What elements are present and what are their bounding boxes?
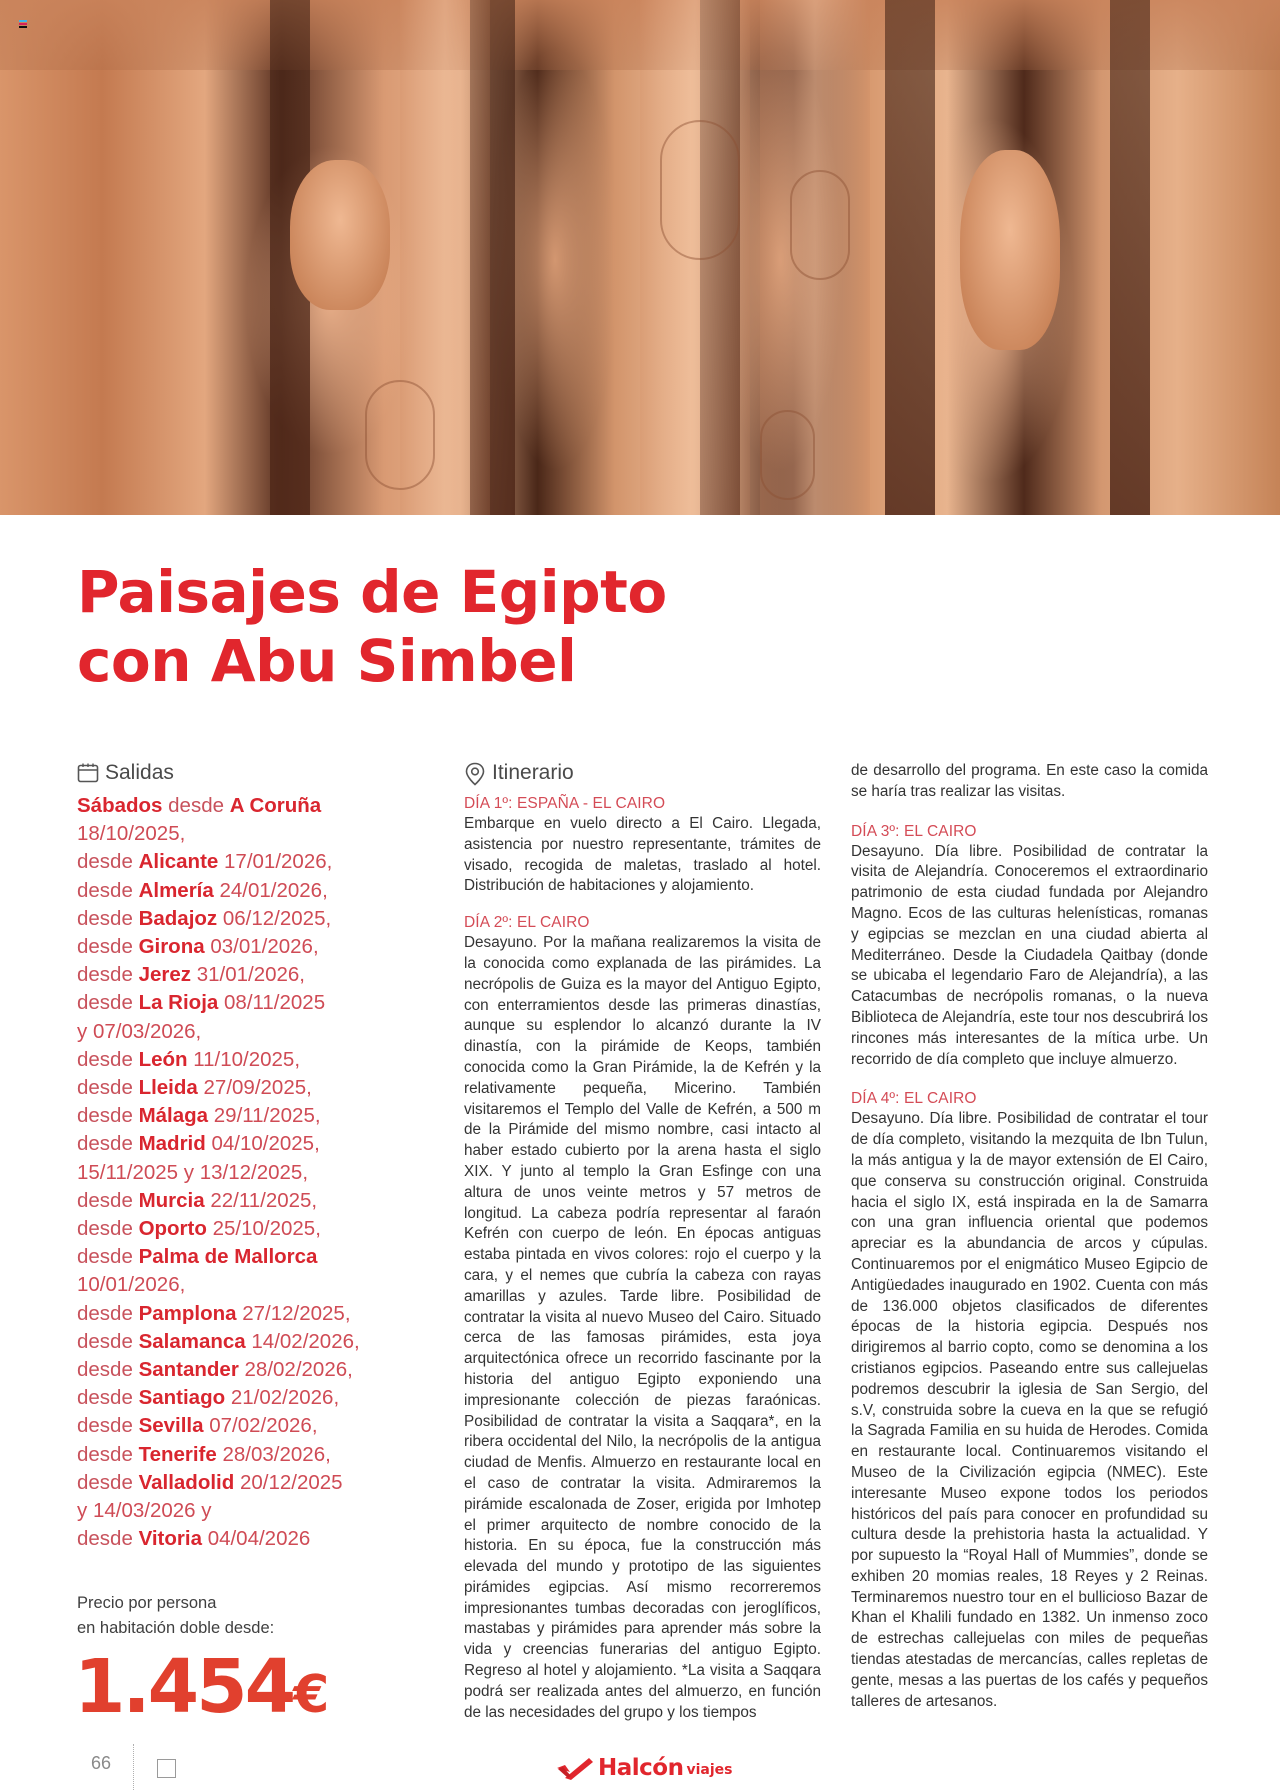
- day-text: Embarque en vuelo directo a El Cairo. Llegada, asistencia por nuestro representante, trámites de visado, recogida de maletas, traslado al hotel. Distribución de habitaciones y alojamiento.: [464, 815, 821, 895]
- salida-entry: [77, 1441, 407, 1469]
- hero-cartouche: [790, 170, 850, 280]
- day-title: DÍA 1º: ESPAÑA - EL CAIRO: [464, 795, 666, 812]
- title-line-1: Paisajes de Egipto: [77, 558, 667, 626]
- salida-dates: 04/10/2025,: [211, 1132, 320, 1156]
- salida-city: Almería: [138, 878, 214, 902]
- salida-dates: 27/12/2025,: [242, 1301, 351, 1325]
- salida-city: Santander: [138, 1358, 239, 1382]
- salida-dates: 08/11/2025: [224, 991, 326, 1015]
- price-value: [74, 1644, 330, 1735]
- price-label-line-2: en habitación doble desde:: [77, 1619, 275, 1637]
- salida-desde: desde: [77, 1414, 133, 1438]
- salida-desde: desde: [77, 963, 133, 987]
- salida-entry: [77, 1243, 407, 1271]
- price-label: [77, 1591, 377, 1641]
- hero-cartouche: [760, 410, 815, 500]
- salida-entry: [77, 1074, 407, 1102]
- day-text: Desayuno. Por la mañana realizaremos la visita de la conocida como explanada de las pirámides. La necrópolis de Guiza es la mayor del Antiguo Egipto, con enterramientos desde las primeras dinastías, aunque su esplendor lo alcanzó durante la IV dinastía, con la pirámide de Keops, también conocida como la Gran Pirámide, la de Kefrén y la relativamente pequeña, Micerino. También visitaremos el Templo del Valle de Kefrén, a 500 m de la Pirámide del mismo nombre, casi intacto al haber estado cubierto por la arena hasta el siglo XIX. Y junto al templo la Gran Esfinge con una altura de unos veinte metros y 57 metros de longitud. La cabeza podría representar al faraón Kefrén con cuerpo de león. En épocas antiguas estaba pintada en vivos colores: rojo el cuerpo y la cara, y el nemes que cubría la cabeza con rayas amarillas y azules. Tarde libre. Posibilidad de contratar la visita al nuevo Museo del Cairo. Situado cerca de las famosas pirámides, esta joya arquitectónica ofrece un recorrido fascinante por la historia del antiguo Egipto exponiendo una impresionante colección de piezas faraónicas. Posibilidad de contratar la visita a Saqqara*, en la ribera occidental del Nilo, la necrópolis de la antigua ciudad de Menfis. Almuerzo en restaurante local en el caso de contratar la visita. Admiraremos la pirámide escalonada de Zoser, erigida por Imhotep el primer arquitecto de nombre conocido de la historia. En su época, fue la construcción más elevada del mundo y prototipo de las siguientes pirámides egipcias. Así mismo recorreremos impresionantes tumbas decoradas con jeroglíficos, mastabas y pirámides para aprender más sobre la vida y creencias funerarias del antiguo Egipto. Regreso al hotel y alojamiento. *La visita a Saqqara podrá ser realizada antes del almuerzo, en función de las necesidades del grupo y los tiempos: [464, 934, 821, 1721]
- salida-desde: desde: [77, 1047, 133, 1071]
- salida-entry: [77, 877, 407, 905]
- salida-entry: [77, 1187, 407, 1215]
- itinerario-heading-label: Itinerario: [492, 761, 574, 784]
- brand-sub: viajes: [686, 1762, 733, 1778]
- salida-desde: desde: [77, 1527, 133, 1551]
- salida-desde: desde: [77, 991, 133, 1015]
- hero-statue-face: [290, 160, 390, 310]
- salida-dates: 31/01/2026,: [196, 963, 305, 987]
- salida-entry: [77, 961, 407, 989]
- salida-desde: desde: [168, 794, 225, 817]
- calendar-icon: [77, 762, 99, 784]
- footer-divider: [133, 1744, 134, 1790]
- salida-city: Tenerife: [138, 1442, 217, 1466]
- salida-desde: desde: [77, 1386, 133, 1410]
- day-text: Desayuno. Día libre. Posibilidad de contratar la visita de Alejandría. Conoceremos el extraordinario patrimonio de esta ciudad fundada por Alejandro Magno. Ecos de las culturas helenísticas, romanas y egipcias se mezclan en una ciudad abierta al Mediterráneo. Desde la Ciudadela Qaitbay (donde se ubicaba el legendario Faro de Alejandría), a las Catacumbas de necrópolis romanas, o la nueva Biblioteca de Alejandría, este tour nos descubrirá los rincones más interesantes de la mítica urbe. Un recorrido de día completo que incluye almuerzo.: [851, 842, 1208, 1068]
- salida-dates: 14/02/2026,: [251, 1329, 360, 1353]
- page-number: 66: [91, 1753, 112, 1773]
- salida-city: Badajoz: [138, 906, 218, 930]
- salida-entry: [77, 1469, 407, 1497]
- salida-entry: [77, 1046, 407, 1074]
- day-text: de desarrollo del programa. En este caso la comida se haría tras realizar las visitas.: [851, 762, 1208, 800]
- salida-city: Málaga: [138, 1104, 209, 1128]
- salida-desde: desde: [77, 1245, 133, 1269]
- salida-dates: 18/10/2025,: [77, 822, 186, 846]
- salida-city: Oporto: [138, 1217, 207, 1241]
- price-label-line-1: Precio por persona: [77, 1594, 217, 1612]
- salida-city: Alicante: [138, 850, 219, 874]
- itinerario-section: [464, 760, 821, 1739]
- salida-dates: 22/11/2025,: [210, 1188, 318, 1212]
- salida-city: Vitoria: [138, 1527, 202, 1551]
- salida-entry: [77, 989, 407, 1017]
- title-line-2: con Abu Simbel: [77, 627, 577, 695]
- salida-city: Pamplona: [138, 1301, 237, 1325]
- price-amount: 1.454: [74, 1644, 294, 1730]
- salida-desde: desde: [77, 1470, 133, 1494]
- salida-city: Murcia: [138, 1188, 205, 1212]
- salida-dates: 06/12/2025,: [222, 906, 332, 930]
- salidas-section: [77, 760, 407, 1553]
- salidas-heading: [77, 760, 407, 786]
- brand-name: Halcón: [598, 1755, 684, 1781]
- salida-desde: desde: [77, 1217, 133, 1241]
- salida-entry: [77, 1215, 407, 1243]
- salida-desde: desde: [77, 878, 133, 902]
- salida-city: Valladolid: [138, 1470, 235, 1494]
- salida-entry: [77, 1384, 407, 1412]
- salida-city: Jerez: [138, 963, 191, 987]
- salida-desde: desde: [77, 1132, 133, 1156]
- itinerario-heading: [464, 760, 821, 786]
- hero-statue-face: [960, 150, 1060, 350]
- day-title: DÍA 3º: EL CAIRO: [851, 822, 977, 840]
- day-title: DÍA 4º: EL CAIRO: [851, 1090, 977, 1108]
- salida-entry: [77, 933, 407, 961]
- day-block-3: [851, 822, 1208, 1071]
- salida-city: Lleida: [138, 1076, 198, 1100]
- salida-dates: 29/11/2025,: [213, 1104, 321, 1128]
- salida-day: Sábados: [77, 794, 163, 817]
- salida-desde: desde: [77, 850, 133, 874]
- salida-dates: 25/10/2025,: [212, 1217, 321, 1241]
- salida-city: León: [138, 1047, 188, 1071]
- salida-dates: 04/04/2026: [207, 1527, 311, 1551]
- salida-dates: 21/02/2026,: [230, 1386, 340, 1410]
- salida-entry: [77, 1525, 407, 1553]
- salida-desde: desde: [77, 1104, 133, 1128]
- salida-city: Salamanca: [138, 1329, 246, 1353]
- salida-desde: desde: [77, 906, 133, 930]
- salida-entry: [77, 1356, 407, 1384]
- salida-city: Palma de Mallorca: [138, 1245, 318, 1269]
- salida-entry: [77, 792, 407, 820]
- hero-cartouche: [365, 380, 435, 490]
- salida-dates-extra: y 14/03/2026 y: [77, 1499, 212, 1523]
- salida-dates: 17/01/2026,: [224, 850, 333, 874]
- salida-dates-extra: 10/01/2026,: [77, 1273, 186, 1297]
- color-bar-marker: [19, 20, 27, 28]
- salidas-heading-label: Salidas: [105, 761, 174, 784]
- location-pin-icon: [464, 762, 486, 784]
- salida-dates: 03/01/2026,: [210, 935, 319, 959]
- hero-photo-abu-simbel: [0, 0, 1280, 515]
- salida-dates: 27/09/2025,: [203, 1076, 312, 1100]
- salida-entry: [77, 1328, 407, 1356]
- hero-shadow: [885, 0, 935, 515]
- itinerario-continued: [851, 761, 1208, 1728]
- day-title: DÍA 2º: EL CAIRO: [464, 914, 590, 932]
- salida-entry: [77, 1130, 407, 1158]
- salida-entry: [77, 1300, 407, 1328]
- salida-city: Santiago: [138, 1386, 226, 1410]
- day-text: Desayuno. Día libre. Posibilidad de contratar el tour de día completo, visitando la mezquita de Ibn Tulun, la más antigua y la de mayor extensión de El Cairo, que conserva su construcción original. Construida hacia el siglo IX, está inspirada en la de Samarra con una gran influencia oriental que podemos apreciar es la abundancia de arcos y cúpulas. Continuaremos por el enigmático Museo Egipcio de Antigüedades inaugurado en 1902. Cuenta con más de 136.000 objetos clasificados de diferentes épocas de la historia egipcia. Después nos dirigiremos al barrio copto, como se denomina a los cristianos egipcios. Paseando entre sus callejuelas podremos descubrir la iglesia de San Sergio, del s.V, construida sobre la cueva en la que se refugió la Sagrada Familia en su huida de Herodes. Comida en restaurante local. Continuaremos visitando el Museo de la Civilización egipcia (NMEC). Este interesante Museo expone todos los periodos históricos del país para conocer en profundidad su cultura desde la prehistoria hasta la actualidad. Y por supuesto la “Royal Hall of Mummies”, donde se exhiben 20 momias reales, 18 Reyes y 2 Reinas. Terminaremos nuestro tour en el bullicioso Bazar de Khan el Khalili fundado en 1382. Un inmenso zoco de estrechas callejuelas con miles de pequeñas tiendas atestadas de mercancías, calles repletas de gente, mesas a las puertas de los cafés y pequeños talleres de artesanos.: [851, 1110, 1208, 1710]
- hero-cartouche: [660, 120, 740, 260]
- halcon-wing-icon: [555, 1756, 595, 1782]
- page-title: [77, 558, 777, 696]
- day-block-1: [464, 794, 821, 897]
- salida-city: Madrid: [138, 1132, 206, 1156]
- salida-dates: 20/12/2025: [239, 1470, 343, 1494]
- checkbox-square[interactable]: [157, 1759, 176, 1778]
- salida-desde: desde: [77, 1329, 133, 1353]
- salida-desde: desde: [77, 1301, 133, 1325]
- day-block-4: [851, 1089, 1208, 1712]
- day-block-2: [464, 913, 821, 1723]
- salida-entry: [77, 848, 407, 876]
- salida-dates: 11/10/2025,: [193, 1047, 301, 1071]
- salida-dates-extra: 15/11/2025 y 13/12/2025,: [77, 1160, 309, 1184]
- salida-dates: 24/01/2026,: [219, 878, 328, 902]
- salida-city: Sevilla: [138, 1414, 204, 1438]
- salida-desde: desde: [77, 1076, 133, 1100]
- salida-dates: 07/02/2026,: [209, 1414, 318, 1438]
- hero-shadow: [1110, 0, 1150, 515]
- salida-entry: [77, 1412, 407, 1440]
- price-currency: €: [293, 1665, 330, 1725]
- salida-desde: desde: [77, 935, 133, 959]
- salida-desde: desde: [77, 1358, 133, 1382]
- salida-desde: desde: [77, 1188, 133, 1212]
- salida-dates: 28/03/2026,: [222, 1442, 331, 1466]
- salida-city: Girona: [138, 935, 205, 959]
- salida-desde: desde: [77, 1442, 133, 1466]
- salida-entry: [77, 905, 407, 933]
- salida-city: La Rioja: [138, 991, 219, 1015]
- salidas-list: [77, 792, 407, 1553]
- day-block-2-continued: [851, 761, 1208, 803]
- salida-entry: [77, 1102, 407, 1130]
- salida-city: A Coruña: [229, 794, 322, 817]
- salida-dates: 28/02/2026,: [244, 1358, 353, 1382]
- brand-logo: [555, 1752, 732, 1782]
- salida-dates-extra: y 07/03/2026,: [77, 1019, 202, 1043]
